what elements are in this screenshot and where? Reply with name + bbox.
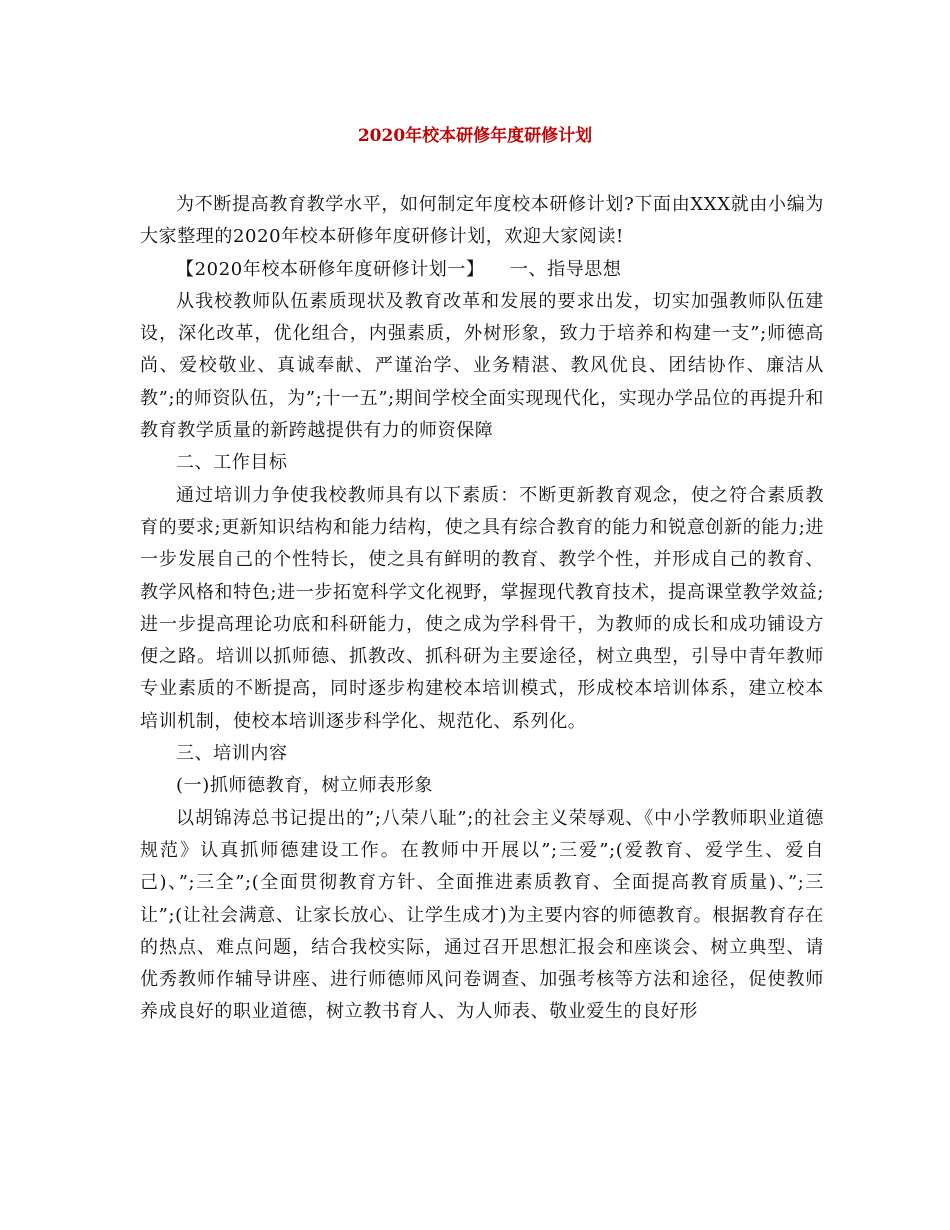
section-heading-work-goals: 二、工作目标 (176, 452, 288, 474)
ethics-paragraph: 以胡锦涛总书记提出的”;八荣八耻”;的社会主义荣辱观、《中小学教师职业道德规范》认真抓师德建设工作。在教师中开展以”;三爱”;(爱教育、爱学生、爱自己)、”;三全”;(全面贯彻教育方针、全面推进素质教育、全面提高教育质量)、”;三让”;(让社会满意、让家长放心、让学生成才)为主要内容的师德教育。根据教育存在的热点、难点问题，结合我校实际，通过召开思想汇报会和座谈会、树立典型、请优秀教师作辅导讲座、进行师德师风问卷调查、加强考核等方法和途径，促使教师养成良好的职业道德，树立教书育人、为人师表、敬业爱生的良好形 (140, 807, 824, 1023)
intro-paragraph: 为不断提高教育教学水平，如何制定年度校本研修计划?下面由XXX就由小编为大家整理的2020年校本研修年度研修计划，欢迎大家阅读! (140, 194, 824, 248)
document-body (140, 189, 824, 1029)
work-goals-paragraph: 通过培训力争使我校教师具有以下素质：不断更新教育观念，使之符合素质教育的要求;更新知识结构和能力结构，使之具有综合教育的能力和锐意创新的能力;进一步发展自己的个性特长，使之具有鲜明的教育、教学个性，并形成自己的教育、教学风格和特色;进一步拓宽科学文化视野，掌握现代教育技术，提高课堂教学效益;进一步提高理论功底和科研能力，使之成为学科骨干，为教师的成长和成功铺设方便之路。培训以抓师德、抓教改、抓科研为主要途径，树立典型，引导中青年教师专业素质的不断提高，同时逐步构建校本培训模式，形成校本培训体系，建立校本培训机制，使校本培训逐步科学化、规范化、系列化。 (140, 484, 824, 732)
guiding-thought-paragraph: 从我校教师队伍素质现状及教育改革和发展的要求出发，切实加强教师队伍建设，深化改革，优化组合，内强素质，外树形象，致力于培养和构建一支”;师德高尚、爱校敬业、真诚奉献、严谨治学、业务精湛、教风优良、团结协作、廉洁从教”;的师资队伍，为”;十一五”;期间学校全面实现现代化，实现办学品位的再提升和教育教学质量的新跨越提供有力的师资保障 (140, 290, 824, 442)
subsection-heading-ethics: (一)抓师德教育，树立师表形象 (176, 775, 434, 797)
section-heading-training-content: 三、培训内容 (176, 743, 288, 765)
document-title: 2020年校本研修年度研修计划 (357, 126, 593, 146)
plan-heading-line: 【2020年校本研修年度研修计划一】 一、指导思想 (176, 258, 622, 280)
